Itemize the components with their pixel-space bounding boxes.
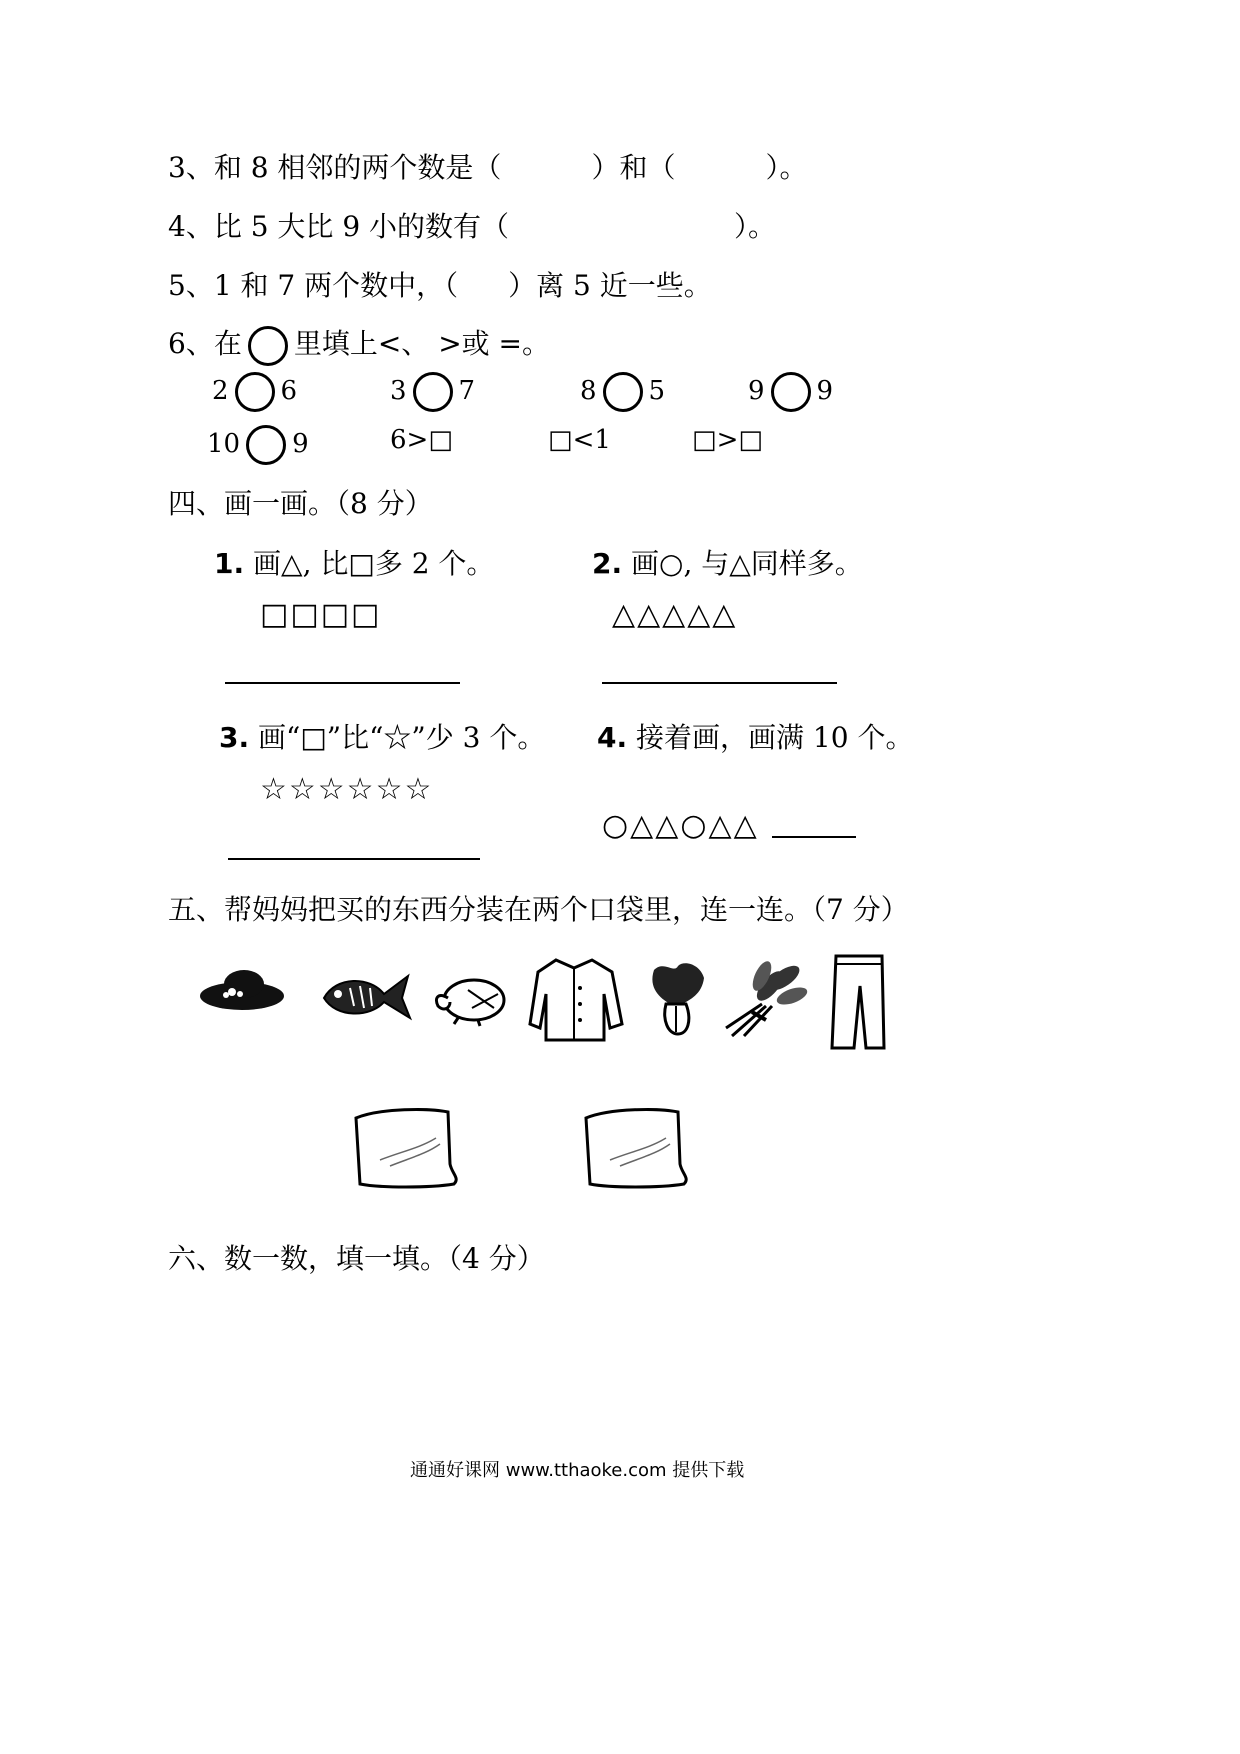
draw-task-1: 1. 画△, 比□多 2 个。 xyxy=(214,547,495,580)
bag-icon[interactable] xyxy=(580,1104,690,1190)
compare-box-item[interactable]: □<1 xyxy=(548,425,611,455)
hat-icon xyxy=(198,962,288,1018)
compare-box-item[interactable]: 6>□ xyxy=(390,425,453,455)
answer-line[interactable] xyxy=(228,858,480,860)
section-4-title: 四、画一画。（8 分） xyxy=(168,487,433,520)
stars-row: ☆☆☆☆☆☆ xyxy=(260,772,434,807)
jacket-icon xyxy=(526,954,626,1044)
question-4: 4、比 5 大比 9 小的数有（ ）。 xyxy=(168,210,777,243)
triangles-row: △△△△△ xyxy=(612,597,738,632)
draw-task-3: 3. 画“□”比“☆”少 3 个。 xyxy=(219,721,546,754)
pattern-row: ○△△○△△ xyxy=(602,808,759,843)
footer-text: 通通好课网 www.tthaoke.com 提供下载 xyxy=(410,1460,745,1481)
pants-icon xyxy=(826,952,890,1054)
compare-item: 8 5 xyxy=(580,372,665,412)
answer-line[interactable] xyxy=(225,682,460,684)
compare-item: 9 9 xyxy=(748,372,833,412)
squares-row: □□□□ xyxy=(260,597,382,632)
draw-task-2: 2. 画○, 与△同样多。 xyxy=(592,547,863,580)
wheat-icon xyxy=(722,956,808,1038)
question-3: 3、和 8 相邻的两个数是（ ）和（ ）。 xyxy=(168,151,808,184)
draw-task-4: 4. 接着画，画满 10 个。 xyxy=(597,721,914,754)
compare-circle[interactable] xyxy=(413,372,453,412)
compare-item: 10 9 xyxy=(207,425,309,465)
fish-icon xyxy=(320,966,412,1022)
compare-circle[interactable] xyxy=(771,372,811,412)
bok-choy-icon xyxy=(644,960,710,1036)
question-5: 5、1 和 7 两个数中，（ ）离 5 近一些。 xyxy=(168,269,712,302)
section-6-title: 六、数一数，填一填。（4 分） xyxy=(168,1242,545,1275)
bag-icon[interactable] xyxy=(350,1104,460,1190)
question-6: 6、在 里填上<、 >或 =。 xyxy=(168,322,550,366)
compare-box-item[interactable]: □>□ xyxy=(692,425,763,455)
answer-line[interactable] xyxy=(772,836,856,838)
compare-item: 3 7 xyxy=(390,372,475,412)
compare-circle[interactable] xyxy=(603,372,643,412)
circle-icon xyxy=(248,326,288,366)
chicken-icon xyxy=(428,968,510,1026)
compare-circle[interactable] xyxy=(246,425,286,465)
section-5-title: 五、帮妈妈把买的东西分装在两个口袋里，连一连。（7 分） xyxy=(168,893,909,926)
compare-item: 2 6 xyxy=(212,372,297,412)
answer-line[interactable] xyxy=(602,682,837,684)
compare-circle[interactable] xyxy=(235,372,275,412)
